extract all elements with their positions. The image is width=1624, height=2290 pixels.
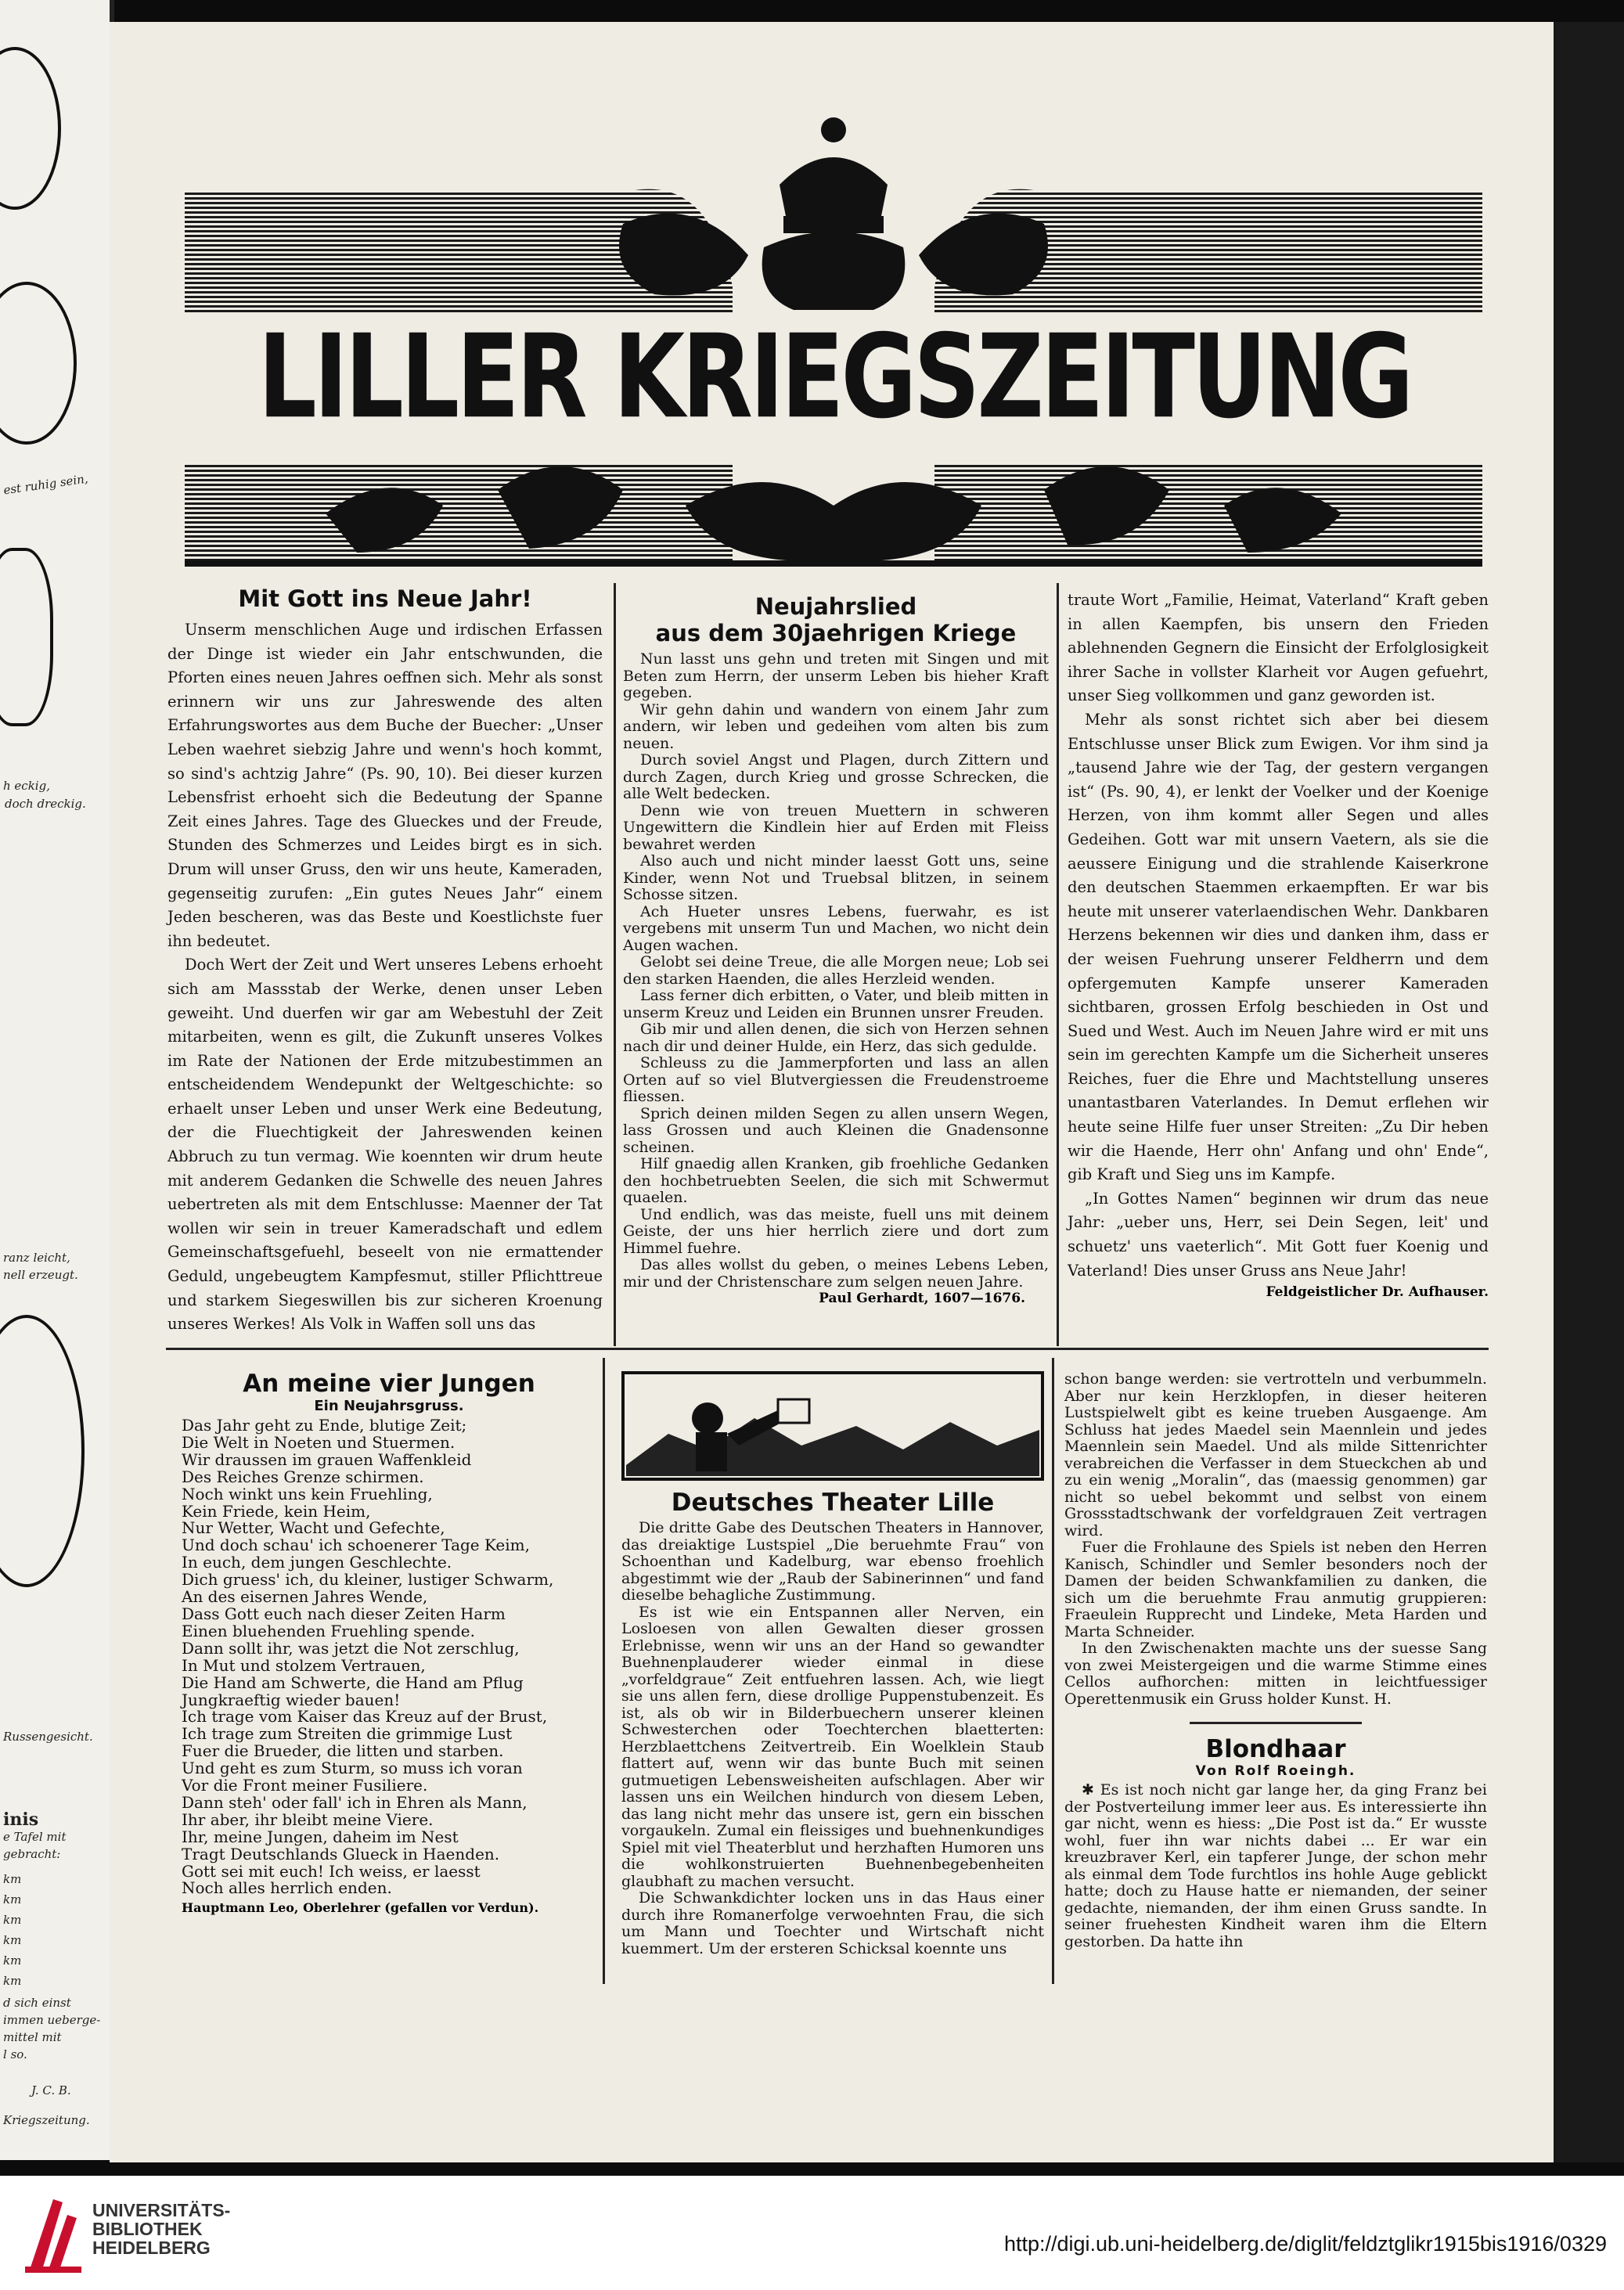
paragraph: ✱ Es ist noch nicht gar lange her, da ging Franz bei der Postverteilung immer leer aus. Es interessierte ihn gar nicht, wenn es hiess: „Die Post ist da.“ Er wusste wohl, fuer ihn war nichts dabei ... Er war ein kreuzbraver Kerl, ein tapferer Junge, der schon mehr als einmal dem Tode furchtlos ins hohle Auge geblickt hatte; doch zu Hause hatte er niemanden, der seiner gedachte, niemanden, der ihm einen Gruss sandte. In seiner fruehesten Kindheit waren ihm die Eltern gestorben. Da hatte ihn	[1064, 1781, 1487, 1950]
column-rule	[614, 583, 616, 1346]
sketch-figure-russian	[0, 1315, 85, 1587]
article-title: An meine vier Jungen	[243, 1370, 535, 1398]
source-url[interactable]: http://digi.ub.uni-heidelberg.de/diglit/feldztglikr1915bis1916/0329	[1003, 2232, 1607, 2256]
article-new-year-song	[623, 593, 1049, 1306]
paragraph: Es ist wie ein Entspannen aller Nerven, ein Losloesen von allen Gewalten dieser grossen Erlebnisse, wenn wir uns an der Hand so gewandter Buehnenplauderer wieder einmal in diese „vorfeldgraue“ Zeit entfuehren lassen. Ach, wie liegt sie uns allen fern, diese drollige Puppenstubenzeit. Es ist, als ob wir in Bilderbuechern unserer kleinen Schwesterchen oder Toechterchen blaetterten: Herzblaettchens Zeitvertreib. Ein Woelklein Staub flattert auf, wenn wir das bunte Buch mit seinen gutmuetigen Lebensweisheiten aufschlagen. Aber wir lassen uns ein Weilchen hindurch von diesem Leben, das lang nicht mehr das unsere ist, gern ein bisschen vorgaukeln. Zumal ein fleissiges und buehnenkundiges Spiel mit viel Theaterblut und herzhaften Humoren uns die wohlkonstruierten Buehnenbegebenheiten glaubhaft zu machen versucht.	[621, 1603, 1044, 1890]
poem-line: Nur Wetter, Wacht und Gefechte,	[182, 1518, 445, 1538]
article-title: Mit Gott ins Neue Jahr!	[238, 585, 532, 612]
paragraph: Die Schwankdichter locken uns in das Haus einer durch ihre Romanerfolge verwoehnten Frau, die sich um Mann und Toechter und Wirtschaft nicht kuemmert. Um der ersteren Schicksal koennte uns	[621, 1889, 1044, 1957]
poem-line: Jungkraeftig wieder bauen!	[182, 1690, 401, 1709]
strip-text: Russengesicht.	[3, 1730, 93, 1744]
sketch-figure-arm	[0, 548, 53, 726]
poem-line: Tragt Deutschlands Glueck in Haenden.	[182, 1844, 500, 1863]
article-body	[167, 618, 603, 1337]
poem-line: Fuer die Brueder, die litten und starben.	[182, 1741, 504, 1761]
paragraph: Doch Wert der Zeit und Wert unseres Lebens erhoeht sich am Massstab der Werke, denen unser Leben geweiht. Und duerfen wir gar am Webestuhl der Zeit mitarbeiten, wenn es gilt, die Zukunft unseres Volkes im Rate der Nationen der Erde mitzubestimmen an entscheidendem Wendepunkt der Weltgeschichte: so erhaelt unser Leben und unser Werk eine Bedeutung, der die Fluechtigkeit der Jahreswenden keinen Abbruch zu tun vermag. Wie koennten wir drum heute mit anderem Gedanken die Schwelle des neuen Jahres uebertreten als mit dem Entschlusse: Maenner der Tat wollen wir sein in treuer Kameradschaft und edlem Gemeinschaftsgefuehl, beseelt von nie ermattender Geduld, ungebeugtem Kampfesmut, stiller Pflichttreue und starkem Siegeswillen bis zur sicheren Kroenung unseres Werkes! Als Volk in Waffen soll uns das	[167, 956, 603, 1334]
stanza: Gelobt sei deine Treue, die alle Morgen neue; Lob sei den starken Haenden, die alles Herzleid wenden.	[623, 953, 1049, 988]
poem-line: Dann steh' oder fall' ich in Ehren als Mann,	[182, 1792, 528, 1812]
article-title: Neujahrslied	[754, 593, 917, 620]
article-body	[621, 1520, 1044, 1957]
article-title: Blondhaar	[1205, 1735, 1346, 1763]
article-subtitle: Ein Neujahrsgruss.	[314, 1398, 464, 1414]
poem-line: An des eisernen Jahres Wende,	[182, 1587, 428, 1607]
poem-line: Kein Friede, kein Heim,	[182, 1501, 371, 1521]
article-body	[623, 651, 1049, 1291]
stanza: Durch soviel Angst und Plagen, durch Zittern und durch Zagen, durch Krieg und grosse Schrecken, die alle Welt bedecken.	[623, 751, 1049, 802]
stanza: Hilf gnaedig allen Kranken, gib froehliche Gedanken den hochbetruebten Seelen, die sich mit Schwermut quaelen.	[623, 1155, 1049, 1206]
strip-text: ranz leicht,	[3, 1251, 70, 1265]
short-divider	[1190, 1722, 1362, 1724]
stanza: Schleuss zu die Jammerpforten und lass an allen Orten auf so viel Blutvergiessen die Freudenstroeme fliessen.	[623, 1054, 1049, 1105]
article-new-year	[167, 585, 603, 1337]
article-title: Deutsches Theater Lille	[671, 1489, 995, 1517]
paragraph: Mehr als sonst richtet sich aber bei diesem Entschlusse unser Blick zum Ewigen. Vor ihm sind ja „tausend Jahre wie der Tag, der gestern vergangen ist“ (Ps. 90, 4), er lenkt der Voelker und der Koenige Herzen, von ihm kommt aller Segen und alles Gedeihen. Gott war mit unsern Vaetern, als sie die aeussere Einigung und die strahlende Kaiserkrone den deutschen Staemmen erkaempften. Er war bis heute mit unserer vaterlaendischen Wehr. Dankbaren Herzens bekennen wir dies und danken ihm, dass er der weisen Fuehrung unserer Feldherrn und dem opfergemuten Kampfe unserer Kameraden sichtbaren, grossen Erfolg beschieden in Ost und Sued und West. Auch im Neuen Jahre wird er mit uns sein im gerechten Kampfe um die Sicherheit unseres Reiches, fuer die Ehre und Machtstellung unseres unantastbaren Vaterlandes. In Demut erflehen wir heute seine Hilfe fuer unser Streiten: „Zu Dir heben wir die Haende, Herr ohn' Anfang und ohn' Ende“, gib Kraft und Sieg uns im Kampfe.	[1068, 710, 1489, 1184]
adjacent-page-strip	[0, 0, 114, 2160]
theatre-illustration-icon	[621, 1371, 1044, 1481]
poem-line: Ich trage vom Kaiser das Kreuz auf der Brust,	[182, 1707, 548, 1727]
poem-line: Ihr, meine Jungen, daheim im Nest	[182, 1827, 459, 1846]
strip-text: doch dreckig.	[5, 797, 86, 811]
strip-text: e Tafel mit	[3, 1830, 67, 1844]
strip-text: inis	[3, 1809, 39, 1830]
article-new-year-cont	[1068, 589, 1489, 1300]
article-subtitle: aus dem 30jaehrigen Kriege	[655, 620, 1017, 646]
author-signature: Hauptmann Leo, Oberlehrer (gefallen vor Verdun).	[182, 1900, 539, 1916]
poem-line: Noch winkt uns kein Fruehling,	[182, 1484, 433, 1503]
stanza: Also auch und nicht minder laesst Gott uns, seine Kinder, wenn Not und Truebsal blitzen, in seinem Schosse sitzen.	[623, 852, 1049, 903]
section-divider	[166, 1348, 1489, 1350]
strip-text: nell erzeugt.	[3, 1268, 78, 1282]
university-library-name: UNIVERSITÄTS- BIBLIOTHEK HEIDELBERG	[92, 2200, 231, 2258]
poem-line: Gott sei mit euch! Ich weiss, er laesst	[182, 1861, 481, 1881]
article-body	[1064, 1371, 1487, 1708]
university-library-logo-icon	[22, 2191, 85, 2277]
strip-text: km	[3, 1974, 22, 1988]
paragraph: traute Wort „Familie, Heimat, Vaterland“ Kraft geben in allen Kaempfen, bis unsern den Frieden ablehnenden Gegnern die Einsicht der Erfolglosigkeit ihrer Sache in vollster Klarheit vor Augen gefuehrt, unser Sieg vollkommen und ganz geworden ist.	[1068, 591, 1489, 705]
paragraph: „In Gottes Namen“ beginnen wir drum das neue Jahr: „ueber uns, Herr, sei Dein Segen, leit' und schuetz' uns vaeterlich“. Mit Gott fuer Koenig und Vaterland! Dies unser Gruss ans Neue Jahr!	[1068, 1189, 1489, 1280]
strip-text: est ruhig sein,	[2, 471, 89, 498]
poem-line: In Mut und stolzem Vertrauen,	[182, 1655, 426, 1675]
paragraph: Unserm menschlichen Auge und irdischen Erfassen der Dinge ist wieder ein Jahr entschwunden, die Pforten eines neuen Jahres oeffnen sich. Mehr als sonst erinnern wir uns zur Jahreswende des alten Erfahrungswortes aus dem Buche der Buecher: „Unser Leben waehret siebzig Jahre und wenn's hoch kommt, so sind's achtzig Jahre“ (Ps. 90, 10). Bei dieser kurzen Lebensfrist erhoeht sich die Bedeutung der Spanne Zeit eines Jahres. Tage des Glueckes und der Freude, Stunden des Schmerzes und Leides birgt es in sich. Drum will unser Gruss, den wir uns heute, Kameraden, gegenseitig zurufen: „Ein gutes Neues Jahr“ einem Jeden bescheren, was das Beste und Koestlichste fuer ihn bedeutet.	[167, 621, 603, 950]
strip-text: immen ueberge-	[3, 2013, 101, 2027]
column-rule	[603, 1358, 605, 1984]
poem-body	[182, 1417, 596, 1897]
stanza: Sprich deinen milden Segen zu allen unsern Wegen, lass Grossen und auch Kleinen die Gnadensonne scheinen.	[623, 1104, 1049, 1156]
stanza: Und endlich, was das meiste, fuell uns mit deinem Geiste, der uns hier herrlich ziere und dort zum Himmel fuehre.	[623, 1205, 1049, 1257]
poem-line: Dann sollt ihr, was jetzt die Not zerschlug,	[182, 1638, 520, 1658]
strip-text: km	[3, 1872, 22, 1886]
paragraph: Die dritte Gabe des Deutschen Theaters in Hannover, das dreiaktige Lustspiel „Die beruehmte Frau“ von Schoenthan und Kadelburg, war ebenso froehlich abgestimmt wie der „Raub der Sabinerinnen“ und fand dieselbe behagliche Zustimmung.	[621, 1519, 1044, 1604]
poem-line: In euch, dem jungen Geschlechte.	[182, 1553, 452, 1572]
author-signature: Paul Gerhardt, 1607—1676.	[819, 1291, 1025, 1306]
strip-text: gebracht:	[3, 1847, 61, 1861]
strip-text: km	[3, 1933, 22, 1947]
poem-line: Die Hand am Schwerte, die Hand am Pflug	[182, 1672, 524, 1692]
stanza: Ach Hueter unsres Lebens, fuerwahr, es ist vergebens mit unserm Tun und Machen, wo nicht dein Augen wachen.	[623, 902, 1049, 954]
paragraph: Fuer die Frohlaune des Spiels ist neben den Herren Kanisch, Schindler und Semler besonders noch der Damen der beiden Schwankfamilien zu danken, die sich um die beruehmte Frau anmutig gruppieren: Fraeulein Rupprecht und Lindeke, Meta Harden und Marta Schneider.	[1064, 1539, 1487, 1640]
stanza: Gib mir und allen denen, die sich von Herzen sehnen nach dir und deiner Hulde, ein Herz, das sich geduldе.	[623, 1021, 1049, 1055]
stanza: Wir gehn dahin und wandern von einem Jahr zum andern, wir leben und gedeihen vom alten bis zum neuen.	[623, 700, 1049, 752]
poem-line: Einen bluehenden Fruehling spende.	[182, 1621, 475, 1640]
stanza: Lass ferner dich erbitten, o Vater, und bleib mitten in unserm Kreuz und Leiden ein Brunnen unsrer Freuden.	[623, 987, 1049, 1021]
strip-text: km	[3, 1913, 22, 1927]
article-poem	[182, 1370, 596, 1915]
sketch-figure-top	[0, 47, 61, 210]
strip-text: l so.	[3, 2047, 27, 2061]
poem-line: Und doch schau' ich schoenerer Tage Keim,	[182, 1536, 530, 1555]
strip-text: h eckig,	[3, 779, 50, 793]
article-body	[1068, 589, 1489, 1283]
poem-line: Wir draussen im grauen Waffenkleid	[182, 1449, 472, 1469]
strip-text: km	[3, 1953, 22, 1968]
paragraph: In den Zwischenakten machte uns der suesse Sang von zwei Meistergeigen und die warme Stimme eines Cellos aufhorchen: mitten in leichtfuessiger Operettenmusik ein Gruss holder Kunst. H.	[1064, 1640, 1487, 1708]
article-body	[1064, 1782, 1487, 1950]
paragraph: schon bange werden: sie vertrotteln und verbummeln. Aber nur kein Herzklopfen, in dieser heiteren Lustspielwelt gibt es keine trueben Ausgaenge. Am Schluss hat jedes Maedel sein Maennlein und jedes Maennlein sein Maedel. Und als milde Sittenrichter verabreichen die Verfasser in dem Stueckchen ab und zu ein wenig „Moralin“, das (maessig genommen) gar nicht so uebel bekommt und selbst von einem Grossstadtschwank der vorfeldgrauen Zeit vertragen wird.	[1064, 1370, 1487, 1539]
article-theatre	[621, 1371, 1044, 1957]
poem-line: Noch alles herrlich enden.	[182, 1878, 392, 1898]
page-edge-shadow	[1554, 22, 1624, 2162]
poem-line: Dich gruess' ich, du kleiner, lustiger Schwarm,	[182, 1570, 554, 1590]
article-theatre-cont	[1064, 1371, 1487, 1950]
strip-text: km	[3, 1892, 22, 1907]
stanza: Nun lasst uns gehn und treten mit Singen und mit Beten zum Herrn, der unserm Leben bis hieher Kraft gegeben.	[623, 650, 1049, 701]
strip-text: J. C. B.	[31, 2083, 71, 2097]
strip-text: mittel mit	[3, 2030, 62, 2044]
poem-line: Und geht es zum Sturm, so muss ich voran	[182, 1759, 523, 1778]
stanza: Denn wie von treuen Muettern in schweren Ungewittern die Kindlein hier auf Erden mit Fleiss bewahret werden	[623, 801, 1049, 853]
column-rule	[1057, 583, 1059, 1346]
poem-line: Die Welt in Noeten und Stuermen.	[182, 1432, 456, 1452]
strip-text: d sich einst	[3, 1996, 71, 2010]
article-blondhaar	[1064, 1735, 1487, 1950]
poem-line: Das Jahr geht zu Ende, blutige Zeit;	[182, 1416, 467, 1435]
article-author: Von Rolf Roeingh.	[1195, 1763, 1356, 1779]
strip-text: Kriegszeitung.	[3, 2113, 90, 2127]
masthead	[185, 99, 1482, 573]
masthead-title: LILLER KRIEGSZEITUNG	[257, 308, 1411, 445]
stanza: Das alles wollst du geben, o meines Lebens Leben, mir und der Christenschare zum selgen neuen Jahre.	[623, 1256, 1049, 1291]
poem-line: Ich trage zum Streiten die grimmige Lust	[182, 1724, 513, 1744]
poem-line: Ihr aber, ihr bleibt meine Viere.	[182, 1809, 434, 1829]
poem-line: Vor die Front meiner Fusiliere.	[182, 1776, 428, 1795]
column-rule	[1052, 1358, 1054, 1984]
poem-line: Des Reiches Grenze schirmen.	[182, 1467, 424, 1486]
poem-line: Dass Gott euch nach dieser Zeiten Harm	[182, 1604, 506, 1623]
sketch-figure-face	[0, 282, 77, 445]
author-signature: Feldgeistlicher Dr. Aufhauser.	[1266, 1284, 1489, 1301]
